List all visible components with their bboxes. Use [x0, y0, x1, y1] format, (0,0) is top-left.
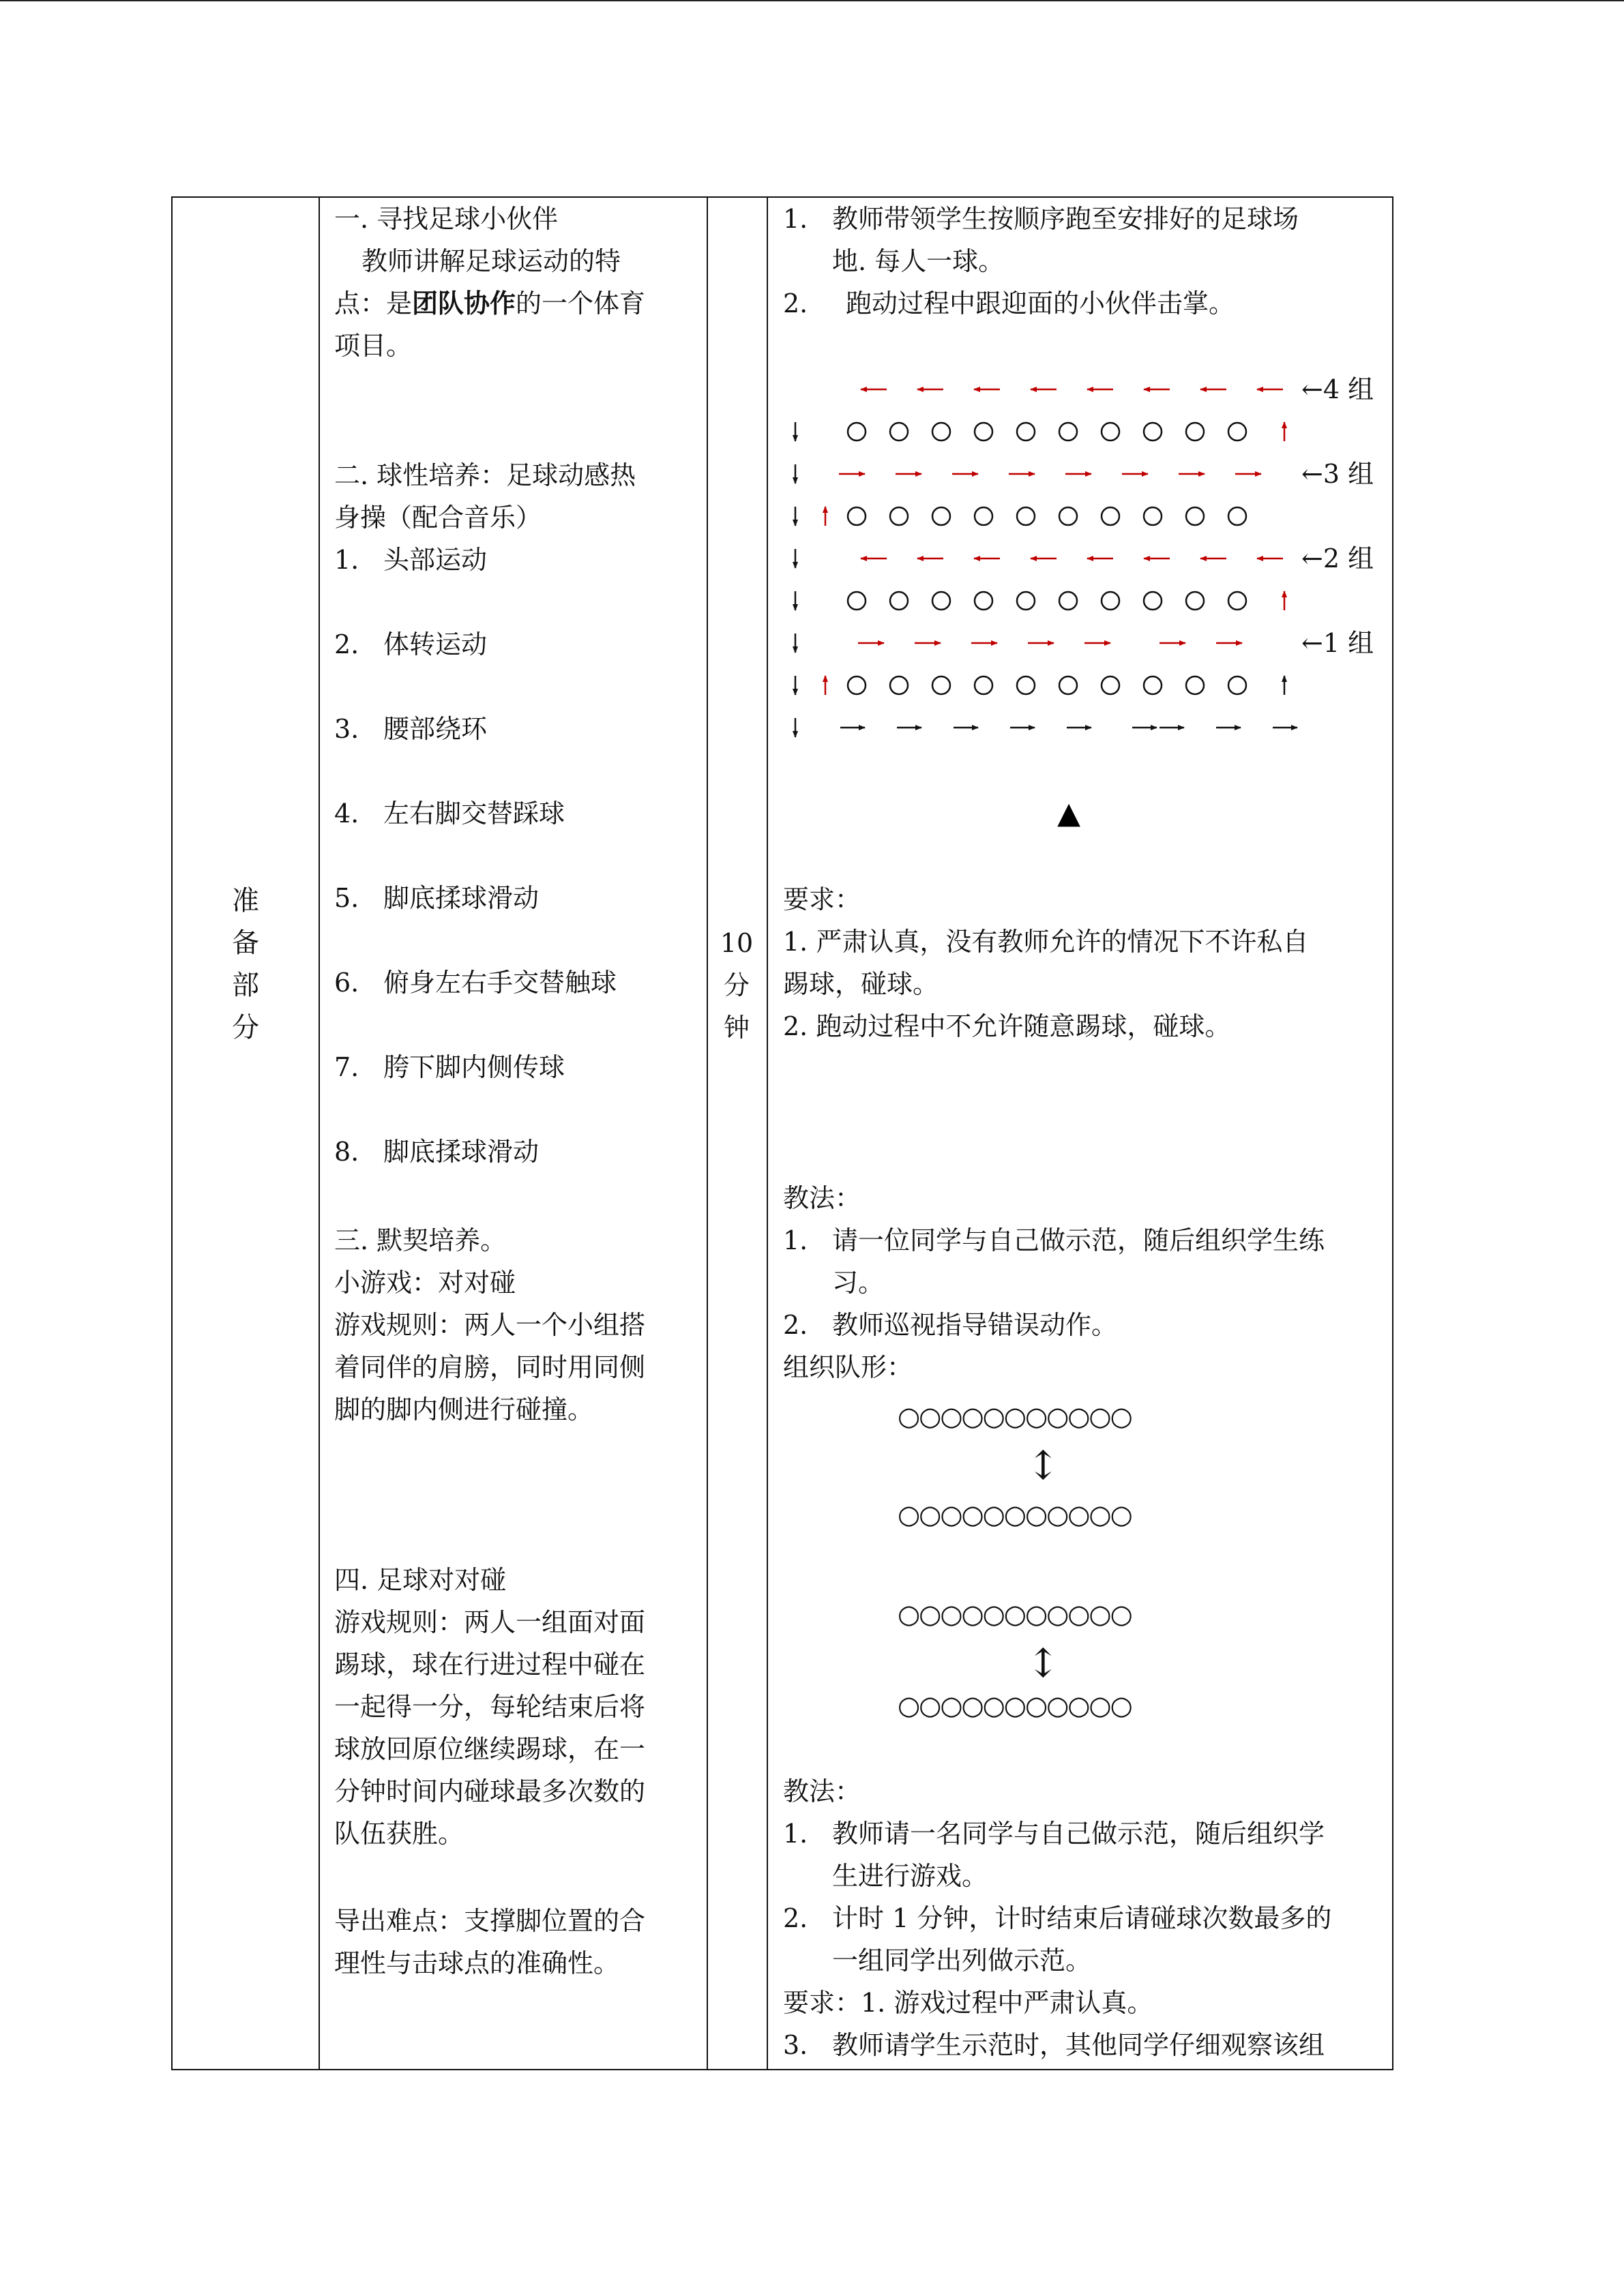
method-line: 地. 每人一球。	[832, 246, 1005, 276]
formation-row: ○○○○○○○○○○○	[898, 1401, 1132, 1431]
exercise-text: 脚底揉球滑动	[383, 883, 540, 913]
player-circle	[1186, 592, 1204, 610]
player-circle	[932, 676, 950, 694]
player-circle	[1228, 676, 1246, 694]
requirement-line: 踢球，碰球。	[783, 969, 939, 999]
method-line: 生进行游戏。	[832, 1861, 988, 1891]
group-label: ←1 组	[1301, 628, 1374, 658]
player-circle	[848, 592, 866, 610]
method-text: 跑动过程中跟迎面的小伙伴击掌。	[846, 288, 1235, 318]
exercise-number: 6.	[334, 968, 359, 998]
content-p3-line: 游戏规则：两人一个小组搭	[334, 1310, 646, 1340]
player-circle	[1186, 507, 1204, 525]
group-label: ←4 组	[1301, 374, 1374, 404]
content-p5-line: 导出难点：支撑脚位置的合	[334, 1906, 646, 1936]
player-circle	[1144, 676, 1162, 694]
text-run: 点：是	[334, 288, 413, 318]
player-circle	[848, 676, 866, 694]
exercise-text: 体转运动	[383, 629, 488, 659]
method-text: 教师请一名同学与自己做示范，随后组织学	[832, 1819, 1325, 1849]
group-label: ←3 组	[1301, 459, 1374, 489]
content-p4-title: 四. 足球对对碰	[334, 1565, 507, 1595]
player-circle	[975, 676, 992, 694]
exercise-text: 腰部绕环	[383, 714, 488, 744]
exercise-number: 1.	[334, 545, 359, 575]
player-circle	[890, 592, 908, 610]
teaching-method-title: 教法：	[783, 1776, 861, 1806]
exercise-number: 7.	[334, 1052, 359, 1082]
emphasis-text: 团队协作	[412, 288, 516, 318]
method-number: 2.	[783, 1903, 808, 1933]
player-circle	[1144, 423, 1162, 441]
method-number: 1.	[783, 1819, 808, 1849]
text-run: 的一个体育	[516, 288, 646, 318]
formation-title: 组织队形：	[783, 1352, 913, 1382]
content-p5-line: 理性与击球点的准确性。	[334, 1948, 620, 1978]
player-circle	[890, 676, 908, 694]
player-circle	[1017, 423, 1035, 441]
player-circle	[890, 507, 908, 525]
player-circle	[1017, 676, 1035, 694]
player-circle	[848, 423, 866, 441]
player-circle	[1228, 507, 1246, 525]
player-circle	[975, 592, 992, 610]
exercise-text: 左右脚交替踩球	[383, 799, 565, 829]
player-circle	[1059, 676, 1077, 694]
content-p4-line: 分钟时间内碰球最多次数的	[334, 1776, 646, 1806]
player-circle	[1102, 592, 1119, 610]
section-char: 准	[232, 885, 259, 916]
player-circle	[1186, 423, 1204, 441]
duration-unit-char: 分	[723, 970, 750, 1000]
section-char: 备	[232, 927, 259, 959]
group-label: ←2 组	[1301, 543, 1374, 573]
content-p3-title: 三. 默契培养。	[334, 1225, 507, 1255]
method-text: 请一位同学与自己做示范，随后组织学生练	[832, 1225, 1325, 1255]
content-p4-line: 游戏规则：两人一组面对面	[334, 1607, 646, 1637]
requirement-line: 要求：1. 游戏过程中严肃认真。	[783, 1988, 1153, 2018]
method-number: 2.	[783, 1310, 808, 1340]
formation-row: ○○○○○○○○○○○	[898, 1690, 1132, 1720]
duration-value: 10	[720, 928, 754, 958]
content-p3-line: 脚的脚内侧进行碰撞。	[334, 1395, 594, 1425]
formation-swap-arrow: ↕	[1027, 1640, 1060, 1686]
content-p2-line: 身操（配合音乐）	[334, 503, 542, 533]
player-circle	[1102, 507, 1119, 525]
requirements-title: 要求：	[783, 884, 861, 914]
content-p4-line: 踢球，球在行进过程中碰在	[334, 1650, 646, 1680]
content-p3-line: 小游戏：对对碰	[334, 1268, 516, 1298]
method-item	[783, 1304, 1117, 1346]
method-text: 教师巡视指导错误动作。	[832, 1310, 1118, 1340]
method-number: 1.	[783, 1225, 808, 1255]
content-p4-line: 队伍获胜。	[334, 1819, 464, 1849]
section-char: 部	[232, 970, 259, 1001]
player-circle	[1059, 423, 1077, 441]
player-circle	[1102, 423, 1119, 441]
player-circle	[1228, 592, 1246, 610]
exercise-text: 脚底揉球滑动	[383, 1137, 540, 1167]
requirement-line: 2. 跑动过程中不允许随意踢球，碰球。	[783, 1011, 1231, 1041]
content-p4-line: 一起得一分，每轮结束后将	[334, 1692, 646, 1722]
method-number: 2.	[783, 288, 808, 318]
exercise-text: 俯身左右手交替触球	[383, 968, 617, 998]
exercise-number: 2.	[334, 629, 359, 659]
player-circle	[1186, 676, 1204, 694]
player-circle	[890, 423, 908, 441]
formation-row: ○○○○○○○○○○○	[898, 1599, 1132, 1629]
player-circle	[932, 592, 950, 610]
player-circle	[1228, 423, 1246, 441]
method-number: 3.	[783, 2030, 808, 2060]
player-circle	[1102, 676, 1119, 694]
teaching-method-title: 教法：	[783, 1183, 861, 1213]
content-p4-line: 球放回原位继续踢球，在一	[334, 1734, 646, 1764]
content-p1-line: 教师讲解足球运动的特	[361, 246, 621, 276]
method-item	[783, 1219, 1325, 1262]
player-circle	[848, 507, 866, 525]
content-p2-line: 二. 球性培养：足球动感热	[334, 460, 636, 490]
method-line: 习。	[832, 1268, 885, 1298]
player-circle	[1059, 592, 1077, 610]
formation-row: ○○○○○○○○○○○	[898, 1500, 1132, 1530]
player-circle	[1059, 507, 1077, 525]
exercise-text: 头部运动	[383, 545, 488, 575]
requirement-line: 1. 严肃认真，没有教师允许的情况下不许私自	[783, 927, 1309, 957]
method-item	[783, 2024, 1325, 2066]
player-circle	[932, 507, 950, 525]
player-circle	[1017, 507, 1035, 525]
method-text: 计时 1 分钟，计时结束后请碰球次数最多的	[832, 1903, 1332, 1933]
player-circle	[1144, 592, 1162, 610]
method-text: 教师请学生示范时，其他同学仔细观察该组	[832, 2030, 1325, 2060]
content-p1-title: 一. 寻找足球小伙伴	[334, 204, 559, 234]
player-circle	[1017, 592, 1035, 610]
method-item	[783, 1897, 1331, 1939]
method-number: 1.	[783, 204, 808, 234]
player-circle	[932, 423, 950, 441]
method-item	[783, 1813, 1325, 1855]
content-p1-line: 项目。	[334, 331, 413, 361]
teacher-marker: ▲	[1057, 796, 1080, 831]
method-line: 一组同学出列做示范。	[832, 1945, 1092, 1976]
duration-unit-char: 钟	[723, 1013, 750, 1043]
player-circle	[975, 507, 992, 525]
method-text: 教师带领学生按顺序跑至安排好的足球场	[832, 204, 1299, 234]
player-circle	[1144, 507, 1162, 525]
exercise-number: 4.	[334, 799, 359, 829]
player-circle	[975, 423, 992, 441]
exercise-number: 8.	[334, 1137, 359, 1167]
exercise-text: 胯下脚内侧传球	[383, 1052, 565, 1082]
exercise-number: 3.	[334, 714, 359, 744]
section-char: 分	[232, 1012, 259, 1043]
content-p3-line: 着同伴的肩膀，同时用同侧	[334, 1352, 646, 1382]
exercise-number: 5.	[334, 883, 359, 913]
formation-swap-arrow: ↕	[1027, 1442, 1060, 1489]
